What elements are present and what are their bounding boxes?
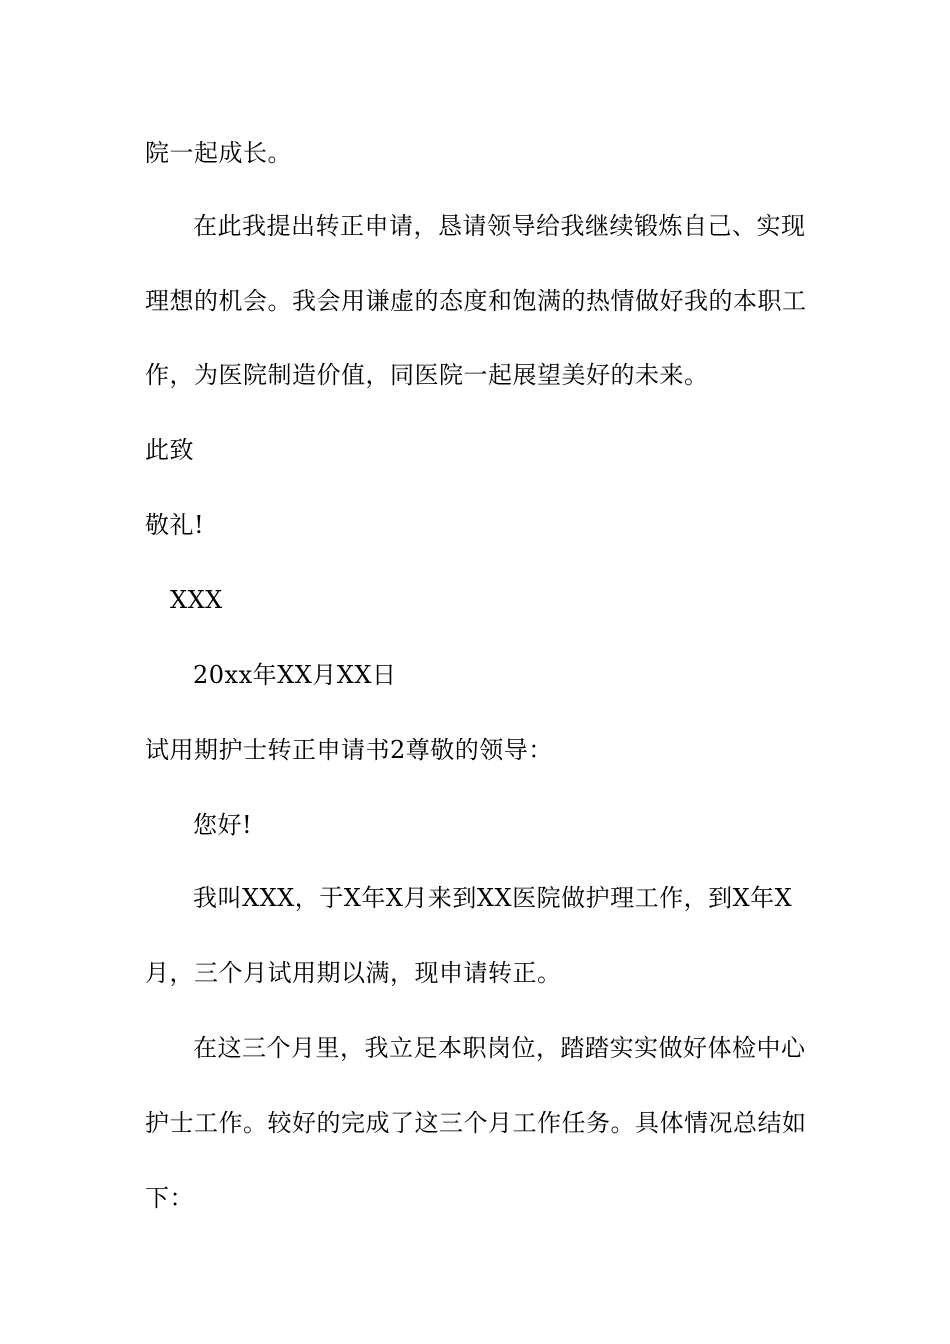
paragraph-line-9: 下：: [145, 1184, 194, 1212]
paragraph-line-8: 护士工作。较好的完成了这三个月工作任务。具体情况总结如: [145, 1109, 807, 1137]
signature-date: 20xx年XX月XX日: [193, 661, 397, 689]
paragraph-line-4: 作，为医院制造价值，同医院一起展望美好的未来。: [145, 361, 709, 389]
greeting: 您好!: [193, 811, 253, 839]
closing-salutation: 此致: [145, 436, 194, 464]
section-heading: 试用期护士转正申请书2尊敬的领导：: [145, 736, 553, 764]
paragraph-line-3: 理想的机会。我会用谦虚的态度和饱满的热情做好我的本职工: [145, 287, 807, 315]
closing-regards: 敬礼!: [145, 511, 205, 539]
paragraph-line-2: 在此我提出转正申请，恳请领导给我继续锻炼自己、实现: [193, 212, 806, 240]
paragraph-line-7: 在这三个月里，我立足本职岗位，踏踏实实做好体检中心: [193, 1034, 806, 1062]
paragraph-line-6: 月，三个月试用期以满，现申请转正。: [145, 959, 562, 987]
paragraph-line-5: 我叫XXX，于X年X月来到XX医院做护理工作，到X年X: [193, 884, 793, 912]
signature-name: XXX: [170, 586, 223, 614]
paragraph-line-1: 院一起成长。: [145, 139, 292, 167]
